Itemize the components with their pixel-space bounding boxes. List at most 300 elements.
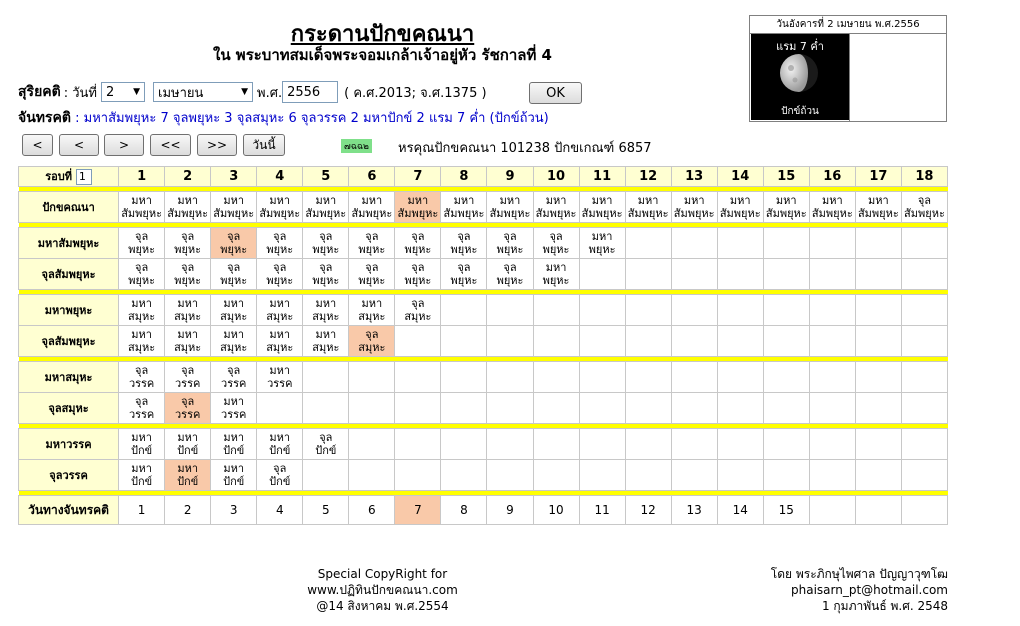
grid-cell[interactable] [349,326,395,357]
cell-line: วรรค [267,377,293,390]
grid-cell[interactable] [303,259,349,290]
grid-cell[interactable] [855,295,901,326]
grid-cell[interactable] [533,393,579,424]
cell-line: สมุหะ [312,310,340,323]
grid-cell[interactable] [257,295,303,326]
next-button[interactable]: > [104,134,144,156]
be-label: พ.ศ. [257,85,283,101]
pakkhakhanana-grid [18,166,948,525]
grid-cell[interactable] [763,295,809,326]
cell-line: พยุหะ [496,243,524,256]
cell-line: จุล [917,194,932,207]
grid-cell[interactable] [809,295,855,326]
cell-line: จุล [411,297,425,310]
moon-phase-box [749,15,947,122]
counts-text: หรคุณปักขคณนา 101238 ปักขเกณฑ์ 6857 [398,141,652,156]
grid-cell[interactable] [533,192,579,223]
footer-author [720,566,948,614]
cell-line: มหา [177,328,198,341]
grid-cell[interactable] [395,192,441,223]
cell-line: มหา [361,194,383,207]
grid-cell[interactable] [809,460,855,491]
grid-cell[interactable] [763,259,809,290]
cell-line: สมุหะ [174,341,202,354]
grid-cell[interactable] [165,192,211,223]
cell-line: มหา [868,194,889,207]
grid-cell[interactable] [349,228,395,259]
grid-cell[interactable] [855,460,901,491]
column-header: 6 [349,167,395,187]
row-label: มหาสัมพยุหะ [19,228,119,259]
grid-cell[interactable] [717,192,763,223]
grid-cell[interactable] [717,326,763,357]
grid-cell[interactable] [257,362,303,393]
grid-cell[interactable] [855,228,901,259]
day-cell[interactable]: 11 [579,496,625,525]
grid-cell[interactable] [119,362,165,393]
cell-line: สมุหะ [220,310,248,323]
cell-line: ปักข์ [131,444,153,457]
grid-cell[interactable] [533,326,579,357]
grid-cell[interactable] [579,362,625,393]
day-cell[interactable]: 4 [257,496,303,525]
grid-cell[interactable] [441,295,487,326]
day-cell[interactable]: 3 [211,496,257,525]
cell-line: มหา [131,328,152,341]
cell-line: จุล [135,230,149,243]
grid-cell[interactable] [119,192,165,223]
column-header: 12 [625,167,671,187]
grid-cell[interactable] [257,429,303,460]
cell-line: พยุหะ [174,274,202,287]
cell-line: พยุหะ [404,274,432,287]
grid-cell[interactable] [671,326,717,357]
cell-line: มหา [131,297,152,310]
grid-cell[interactable] [257,228,303,259]
grid-cell[interactable] [211,393,257,424]
grid-cell[interactable] [625,192,671,223]
day-cell[interactable]: 1 [119,496,165,525]
row-label: ปักขคณนา [19,192,119,223]
prev-day-button[interactable]: < [22,134,53,156]
cell-line: มหา [499,194,521,207]
grid-cell[interactable] [165,326,211,357]
cell-line: มหา [683,194,705,207]
grid-cell[interactable] [211,460,257,491]
row-label: มหาพยุหะ [19,295,119,326]
grid-cell[interactable] [809,362,855,393]
grid-cell[interactable] [211,259,257,290]
cell-line: จุล [273,462,287,475]
grid-cell[interactable] [763,192,809,223]
column-header: 8 [441,167,487,187]
cell-line: พยุหะ [128,274,156,287]
day-cell[interactable]: 8 [441,496,487,525]
grid-cell[interactable] [349,295,395,326]
cell-line: จุล [227,364,241,377]
day-label: : วันที่ [63,85,98,101]
cell-line: สัมพยุหะ [489,207,531,220]
grid-cell[interactable] [625,429,671,460]
cell-line: จุล [457,261,471,274]
day-cell[interactable]: 13 [671,496,717,525]
grid-cell[interactable] [441,228,487,259]
grid-cell[interactable] [257,326,303,357]
year-input[interactable]: 2556 [282,81,338,103]
grid-cell[interactable] [165,429,211,460]
fast-back-button[interactable]: << [150,134,191,156]
grid-cell[interactable] [165,362,211,393]
grid-cell[interactable] [809,393,855,424]
grid-header-row [19,167,948,187]
grid-cell[interactable] [625,228,671,259]
grid-cell[interactable] [395,326,441,357]
day-cell[interactable] [809,496,855,525]
cell-line: พยุหะ [450,274,478,287]
grid-cell[interactable] [855,429,901,460]
day-cell[interactable]: 2 [165,496,211,525]
grid-cell[interactable] [671,295,717,326]
grid-cell[interactable] [441,326,487,357]
grid-cell[interactable] [579,429,625,460]
grid-cell[interactable] [211,326,257,357]
grid-cell[interactable] [257,460,303,491]
solar-date-row [18,80,487,104]
grid-cell[interactable] [763,460,809,491]
grid-cell[interactable] [119,460,165,491]
grid-cell[interactable] [671,393,717,424]
cell-line: สัมพยุหะ [581,207,623,220]
cell-line: พยุหะ [588,243,616,256]
cell-line: มหา [775,194,797,207]
moon-panel [751,34,849,120]
grid-cell[interactable] [855,393,901,424]
chevron-down-icon: ▼ [133,87,141,97]
grid-cell[interactable] [717,259,763,290]
cell-line: มหา [177,194,198,207]
cell-line: สัมพยุหะ [857,207,899,220]
cell-line: จุล [411,230,425,243]
cell-line: พยุหะ [358,274,386,287]
row-label: วันทางจันทรคติ [19,496,119,525]
grid-cell[interactable] [119,393,165,424]
grid-cell[interactable] [487,393,533,424]
day-cell[interactable]: 12 [625,496,671,525]
grid-cell[interactable] [165,295,211,326]
grid-cell[interactable] [395,429,441,460]
grid-cell[interactable] [119,295,165,326]
grid-cell[interactable] [441,259,487,290]
day-select[interactable] [101,82,145,102]
grid-cell[interactable] [533,228,579,259]
column-header: 18 [901,167,947,187]
cell-line: สัมพยุหะ [259,207,301,220]
column-header: 1 [119,167,165,187]
day-cell[interactable]: 9 [487,496,533,525]
grid-cell[interactable] [165,393,211,424]
grid-cell[interactable] [533,362,579,393]
cell-line: สัมพยุหะ [811,207,853,220]
today-button[interactable]: วันนี้ [243,134,285,156]
grid-cell[interactable] [533,429,579,460]
grid-cell[interactable] [119,429,165,460]
cell-line: พยุหะ [220,243,248,256]
cell-line: จุล [503,230,517,243]
grid-cell[interactable] [211,228,257,259]
cell-line: จุล [365,328,379,341]
grid-cell[interactable] [763,393,809,424]
grid-cell[interactable] [303,460,349,491]
grid-cell[interactable] [441,192,487,223]
cell-line: ปักข์ [177,475,199,488]
grid-cell[interactable] [763,362,809,393]
grid-cell[interactable] [441,429,487,460]
grid-cell[interactable] [303,192,349,223]
grid-cell[interactable] [487,429,533,460]
grid-cell[interactable] [211,362,257,393]
grid-cell[interactable] [487,295,533,326]
column-header: 2 [165,167,211,187]
grid-cell[interactable] [211,192,257,223]
cell-line: มหา [315,328,337,341]
grid-cell[interactable] [901,362,947,393]
round-label: รอบที่ [45,169,72,183]
row-label: จุลสมุหะ [19,393,119,424]
cell-line: มหา [453,194,475,207]
grid-cell[interactable] [257,393,303,424]
cell-line: พยุหะ [312,243,340,256]
cell-line: มหา [729,194,751,207]
grid-cell[interactable] [165,259,211,290]
grid-row [19,326,948,357]
cell-line: จุล [319,230,333,243]
grid-cell[interactable] [579,393,625,424]
grid-cell[interactable] [809,326,855,357]
grid-cell[interactable] [257,259,303,290]
grid-cell[interactable] [625,259,671,290]
code-badge: ๗ฉฉ๒ [341,139,372,153]
grid-cell[interactable] [533,460,579,491]
day-cell[interactable] [855,496,901,525]
fast-forward-button[interactable]: >> [197,134,237,156]
grid-cell[interactable] [211,429,257,460]
column-header: 7 [395,167,441,187]
cell-line: ปักข์ [223,444,245,457]
grid-cell[interactable] [763,326,809,357]
grid-cell[interactable] [487,326,533,357]
grid-cell[interactable] [303,295,349,326]
grid-cell[interactable] [901,228,947,259]
page-title: กระดานปักขคณนา [290,22,475,47]
cell-line: สมุหะ [266,341,294,354]
solar-label: สุริยคติ [18,84,61,100]
grid-cell[interactable] [901,192,947,223]
cell-line: มหา [821,194,843,207]
grid-row [19,429,948,460]
grid-cell[interactable] [901,429,947,460]
cell-line: สัมพยุหะ [213,207,255,220]
grid-cell[interactable] [395,295,441,326]
grid-cell[interactable] [855,326,901,357]
footer-right-line: โดย พระภิกษุไพศาล ปัญญาวุฑโฒ [770,567,948,581]
day-cell[interactable]: 5 [303,496,349,525]
grid-cell[interactable] [119,259,165,290]
grid-cell[interactable] [809,429,855,460]
grid-cell[interactable] [579,460,625,491]
grid-cell[interactable] [717,429,763,460]
day-cell[interactable]: 6 [349,496,395,525]
cell-line: ปักข์ [269,475,291,488]
grid-cell[interactable] [165,228,211,259]
grid-cell[interactable] [579,259,625,290]
grid-cell[interactable] [901,259,947,290]
grid-cell[interactable] [671,460,717,491]
grid-cell[interactable] [349,460,395,491]
grid-cell[interactable] [579,192,625,223]
grid-cell[interactable] [257,192,303,223]
cell-line: ปักข์ [269,444,291,457]
grid-cell[interactable] [349,259,395,290]
lunar-date-text: : มหาสัมพยุหะ 7 จุลพยุหะ 3 จุลสมุหะ 6 จุลวรรค 2 มหาปักข์ 2 แรม 7 ค่ำ (ปักข์ถ้วน) [75,111,549,126]
column-header: 13 [671,167,717,187]
cell-line: สมุหะ [404,310,432,323]
grid-cell[interactable] [855,192,901,223]
grid-cell[interactable] [809,192,855,223]
day-cell[interactable]: 10 [533,496,579,525]
grid-cell[interactable] [717,393,763,424]
grid-cell[interactable] [395,460,441,491]
grid-cell[interactable] [671,429,717,460]
grid-cell[interactable] [901,326,947,357]
grid-cell[interactable] [441,460,487,491]
cell-line: สัมพยุหะ [397,207,439,220]
cell-line: สัมพยุหะ [443,207,485,220]
day-cell[interactable]: 7 [395,496,441,525]
grid-cell[interactable] [303,228,349,259]
prev-button[interactable]: < [59,134,99,156]
grid-cell[interactable] [487,192,533,223]
cell-line: จุล [365,230,379,243]
grid-cell[interactable] [119,326,165,357]
grid-cell[interactable] [809,259,855,290]
grid-cell[interactable] [671,259,717,290]
grid-cell[interactable] [809,228,855,259]
grid-cell[interactable] [303,326,349,357]
grid-cell[interactable] [625,393,671,424]
day-cell[interactable] [901,496,947,525]
grid-cell[interactable] [487,362,533,393]
day-cell[interactable]: 15 [763,496,809,525]
grid-cell[interactable] [487,460,533,491]
cell-line: มหา [131,431,152,444]
grid-cell[interactable] [349,192,395,223]
grid-cell[interactable] [855,362,901,393]
cell-line: สัมพยุหะ [904,207,945,220]
grid-cell[interactable] [349,393,395,424]
grid-cell[interactable] [579,326,625,357]
cell-line: จุล [135,395,149,408]
cell-line: สมุหะ [358,310,386,323]
grid-cell[interactable] [579,295,625,326]
cell-line: มหา [223,431,245,444]
month-select[interactable] [153,82,253,102]
grid-cell[interactable] [901,295,947,326]
cell-line: จุล [503,261,517,274]
grid-cell[interactable] [119,228,165,259]
cell-line: สัมพยุหะ [305,207,347,220]
grid-cell[interactable] [303,362,349,393]
grid-cell[interactable] [487,259,533,290]
footer-left-line: www.ปฏิทินปักขคณนา.com [307,583,458,597]
grid-cell[interactable] [763,228,809,259]
column-header: 9 [487,167,533,187]
grid-cell[interactable] [441,393,487,424]
grid-cell[interactable] [625,295,671,326]
grid-cell[interactable] [625,326,671,357]
grid-cell[interactable] [349,429,395,460]
grid-cell[interactable] [625,460,671,491]
cell-line: ปักข์ [177,444,199,457]
grid-cell[interactable] [211,295,257,326]
grid-cell[interactable] [717,362,763,393]
grid-cell[interactable] [671,362,717,393]
grid-cell[interactable] [579,228,625,259]
grid-cell[interactable] [901,393,947,424]
grid-cell[interactable] [533,295,579,326]
grid-cell[interactable] [671,192,717,223]
grid-cell[interactable] [763,429,809,460]
grid-cell[interactable] [717,460,763,491]
grid-row [19,192,948,223]
cell-line: สมุหะ [266,310,294,323]
cell-line: จุล [273,261,287,274]
grid-cell[interactable] [855,259,901,290]
grid-cell[interactable] [717,228,763,259]
cell-line: สมุหะ [174,310,202,323]
grid-cell[interactable] [671,228,717,259]
grid-cell[interactable] [395,393,441,424]
ok-button[interactable]: OK [529,82,582,104]
grid-cell[interactable] [395,228,441,259]
grid-cell[interactable] [395,362,441,393]
moon-box-divider [849,33,850,121]
cell-line: สมุหะ [220,341,248,354]
cell-line: มหา [315,297,337,310]
day-cell[interactable]: 14 [717,496,763,525]
grid-cell[interactable] [349,362,395,393]
grid-cell[interactable] [165,460,211,491]
cell-line: ปักข์ [131,475,153,488]
grid-cell[interactable] [625,362,671,393]
grid-row [19,460,948,491]
row-label: จุลวรรค [19,460,119,491]
grid-cell[interactable] [303,429,349,460]
grid-cell[interactable] [533,259,579,290]
grid-cell[interactable] [395,259,441,290]
round-input[interactable]: 1 [76,169,92,185]
cell-line: สัมพยุหะ [627,207,669,220]
cell-line: พยุหะ [542,243,570,256]
grid-cell[interactable] [441,362,487,393]
grid-cell[interactable] [901,460,947,491]
grid-cell[interactable] [303,393,349,424]
page-subtitle: ใน พระบาทสมเด็จพระจอมเกล้าเจ้าอยู่หัว รัชกาลที่ 4 [213,46,552,64]
cell-line: วรรค [174,377,201,390]
cell-line: สัมพยุหะ [765,207,807,220]
grid-cell[interactable] [717,295,763,326]
grid-cell[interactable] [487,228,533,259]
grid-row [19,228,948,259]
